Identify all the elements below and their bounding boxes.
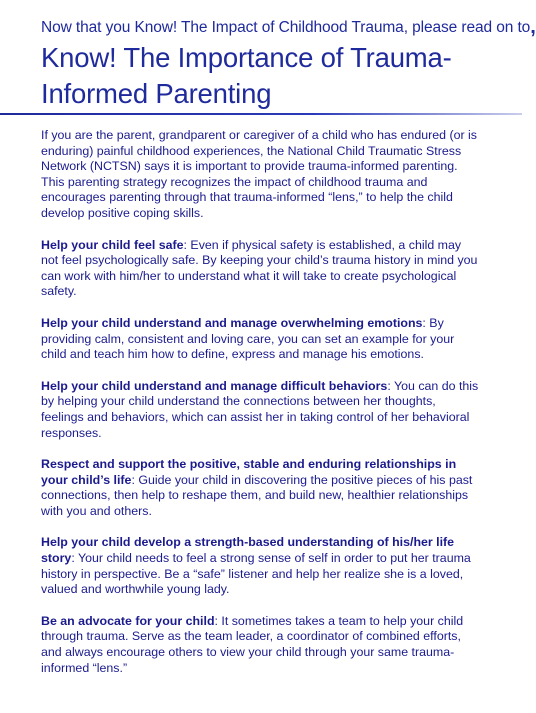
header-divider <box>0 113 522 115</box>
intro-comma: , <box>530 16 536 38</box>
tip-paragraph-behaviors <box>41 379 481 441</box>
intro-paragraph: If you are the parent, grandparent or caregiver of a child who has endured (or is enduring) painful childhood experiences, the National Child Traumatic Stress Network (NCTSN) says it is important to provide trauma-informed parenting. This parenting strategy recognizes the impact of childhood trauma and encourages parenting through that trauma-informed “lens,” to help the child develop positive coping skills. <box>41 128 477 220</box>
tip-heading: Respect and support the positive, stable and enduring relationships in your child’s life <box>41 457 457 487</box>
tip-paragraph-life-story <box>41 535 481 597</box>
tip-heading: Help your child understand and manage overwhelming emotions <box>41 315 423 330</box>
tip-text: : Guide your child in discovering the positive pieces of his past connections, then help to reshape them, and build new, healthier relationships with you and others. <box>41 472 473 518</box>
article-body <box>41 128 481 692</box>
tip-heading: Be an advocate for your child <box>41 613 215 628</box>
tip-heading: Help your child feel safe <box>41 237 184 252</box>
tip-paragraph-advocate <box>41 614 481 676</box>
intro-line <box>41 15 536 38</box>
tip-text: : Even if physical safety is established, a child may not feel psychologically safe. By keeping your child’s trauma history in mind you can work with him/her to understand what it will take to create psychological safety. <box>41 237 478 299</box>
tip-paragraph-feel-safe <box>41 238 481 300</box>
tip-paragraph-emotions <box>41 316 481 363</box>
tip-heading: Help your child develop a strength-based understanding of his/her life story <box>41 535 455 566</box>
tip-heading: Help your child understand and manage difficult behaviors <box>41 378 388 393</box>
intro-text: Now that you Know! The Impact of Childhood Trauma, please read on to <box>41 19 531 36</box>
tip-text: : You can do this by helping your child understand the connections between her thoughts, feelings and behaviors, which can assist her in taking control of her behavioral responses. <box>41 378 479 440</box>
tip-text: : It sometimes takes a team to help your child through trauma. Serve as the team leader, a coordinator of combined efforts, and always encourage others to view your child through your same trauma-informed “lens.” <box>41 613 464 675</box>
tip-paragraph-relationships <box>41 457 481 519</box>
page-title: Know! The Importance of Trauma-Informed Parenting <box>41 42 452 109</box>
tip-text: : By providing calm, consistent and loving care, you can set an example for your child and teach him how to define, express and manage his emotions. <box>41 315 455 362</box>
tip-text: : Your child needs to feel a strong sense of self in order to put her trauma history in perspective. Be a “safe” listener and help her realize she is a loved, valued and worthwhile young lady. <box>41 551 471 597</box>
